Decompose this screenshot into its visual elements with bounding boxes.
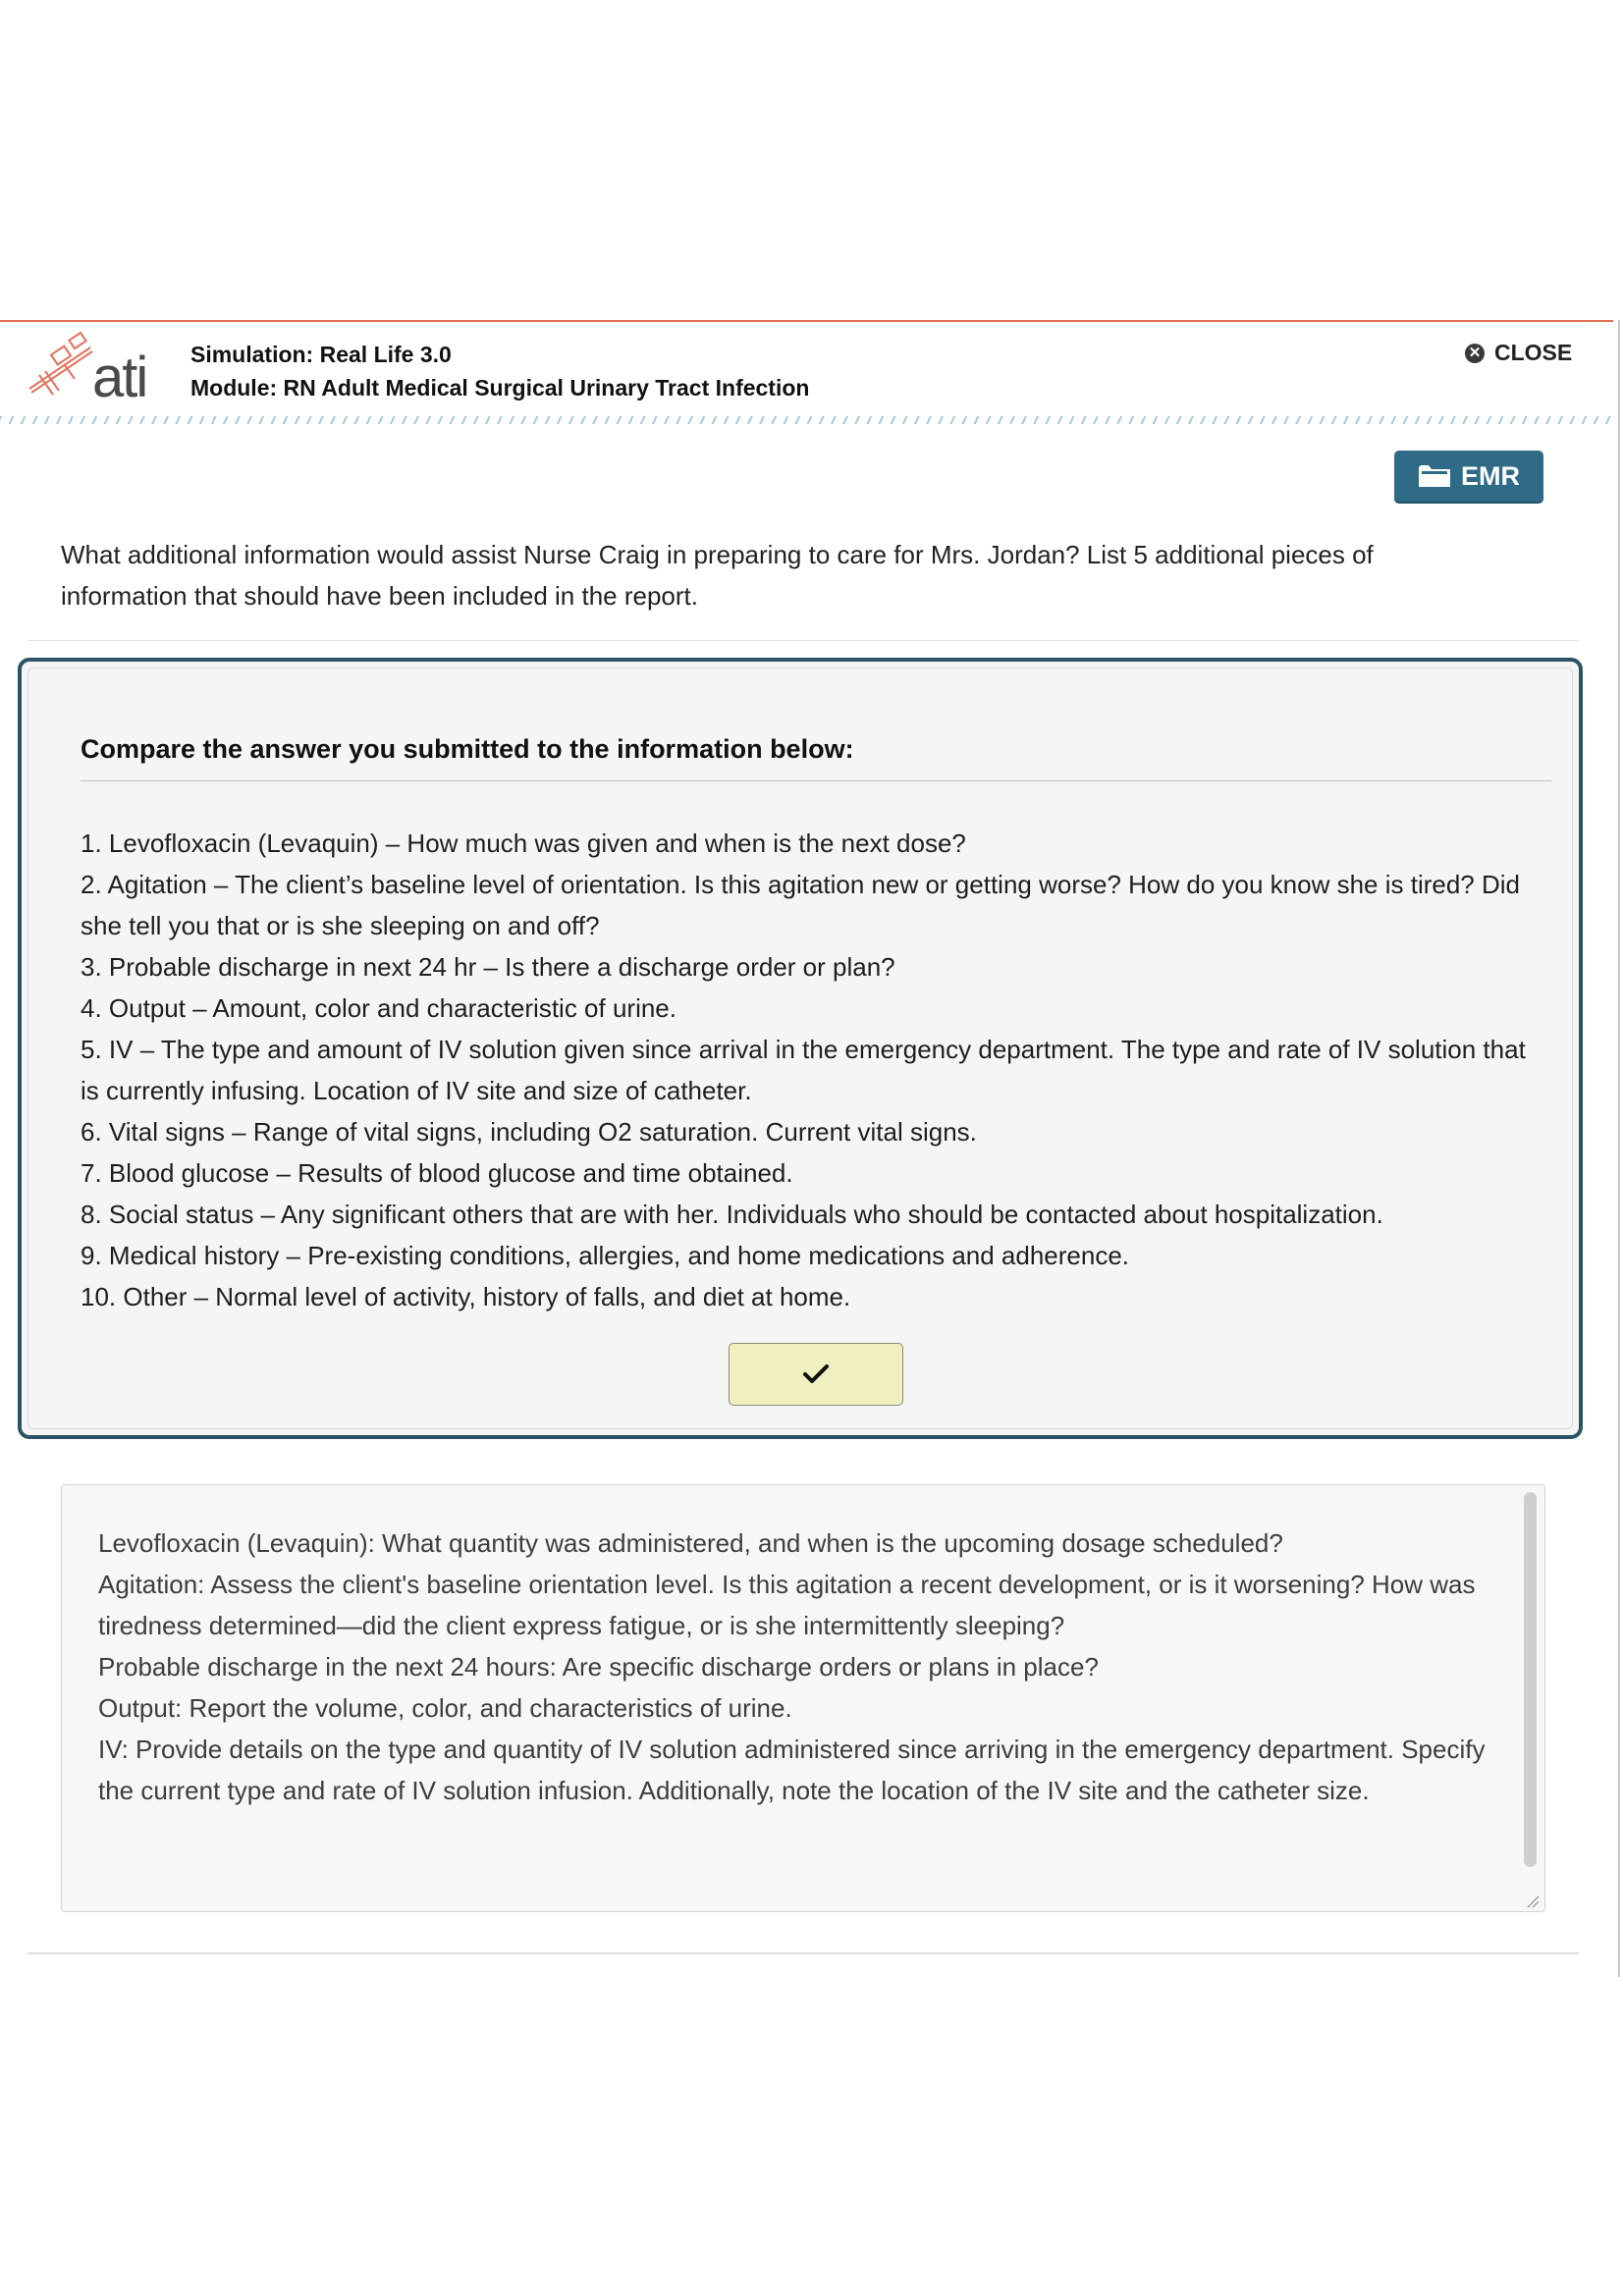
footer-divider (27, 1952, 1579, 1954)
response-text (98, 1522, 1512, 1811)
right-edge-rule (1618, 320, 1620, 1977)
list-item: 8. Social status – Any significant others that are with her. Individuals who should be contacted about hospitalization. (81, 1200, 1383, 1229)
header-dashed-divider (0, 416, 1613, 424)
close-icon: ✕ (1465, 344, 1485, 363)
compare-title: Compare the answer you submitted to the information below: (81, 734, 854, 764)
response-scrollbar[interactable] (1524, 1492, 1537, 1867)
simulation-title: Simulation: Real Life 3.0 (190, 342, 452, 367)
checkmark-icon (802, 1363, 830, 1385)
emr-button[interactable] (1394, 451, 1543, 502)
close-button[interactable] (1465, 340, 1572, 366)
close-label: CLOSE (1494, 340, 1573, 365)
answer-list (81, 823, 1543, 1317)
divider (27, 640, 1579, 641)
list-item: 5. IV – The type and amount of IV solution given since arrival in the emergency department. The type and rate of IV solution that is currently infusing. Location of IV site and size of catheter. (81, 1035, 1526, 1105)
question-text: What additional information would assist Nurse Craig in preparing to care for Mrs. Jordan? List 5 additional pieces of information that should have been included in the report. (61, 540, 1374, 611)
list-item: 9. Medical history – Pre-existing conditions, allergies, and home medications and adherence. (81, 1241, 1130, 1270)
folder-icon (1418, 463, 1451, 489)
list-item: 10. Other – Normal level of activity, history of falls, and diet at home. (81, 1282, 851, 1311)
satellite-icon (26, 332, 94, 410)
list-item: 3. Probable discharge in next 24 hr – Is there a discharge order or plan? (81, 952, 895, 982)
response-line: Output: Report the volume, color, and characteristics of urine. (98, 1693, 792, 1723)
response-line: Agitation: Assess the client's baseline orientation level. Is this agitation a recent development, or is it worsening? How was tiredness determined—did the client express fatigue, or is she intermittently sleeping? (98, 1570, 1476, 1640)
ati-logo (26, 332, 163, 410)
compare-divider (81, 780, 1551, 781)
confirm-button[interactable] (729, 1343, 903, 1406)
resize-grip-icon[interactable] (1526, 1895, 1540, 1908)
emr-label: EMR (1461, 460, 1520, 491)
module-title: Module: RN Adult Medical Surgical Urinary Tract Infection (190, 375, 810, 400)
list-item: 2. Agitation – The client’s baseline level of orientation. Is this agitation new or getting worse? How do you know she is tired? Did she tell you that or is she sleeping on and off? (81, 870, 1520, 940)
list-item: 1. Levofloxacin (Levaquin) – How much was given and when is the next dose? (81, 828, 966, 858)
header-accent-line (0, 320, 1613, 322)
list-item: 6. Vital signs – Range of vital signs, including O2 saturation. Current vital signs. (81, 1117, 977, 1147)
list-item: 4. Output – Amount, color and characteristic of urine. (81, 993, 676, 1023)
response-line: Probable discharge in the next 24 hours: Are specific discharge orders or plans in place? (98, 1652, 1099, 1682)
response-line: Levofloxacin (Levaquin): What quantity was administered, and when is the upcoming dosage scheduled? (98, 1528, 1283, 1558)
list-item: 7. Blood glucose – Results of blood glucose and time obtained. (81, 1158, 793, 1188)
response-line: IV: Provide details on the type and quantity of IV solution administered since arriving in the emergency department. Specify the current type and rate of IV solution infusion. Additionally, note the location of the IV site and the catheter size. (98, 1735, 1486, 1805)
logo-text: ati (92, 346, 147, 409)
